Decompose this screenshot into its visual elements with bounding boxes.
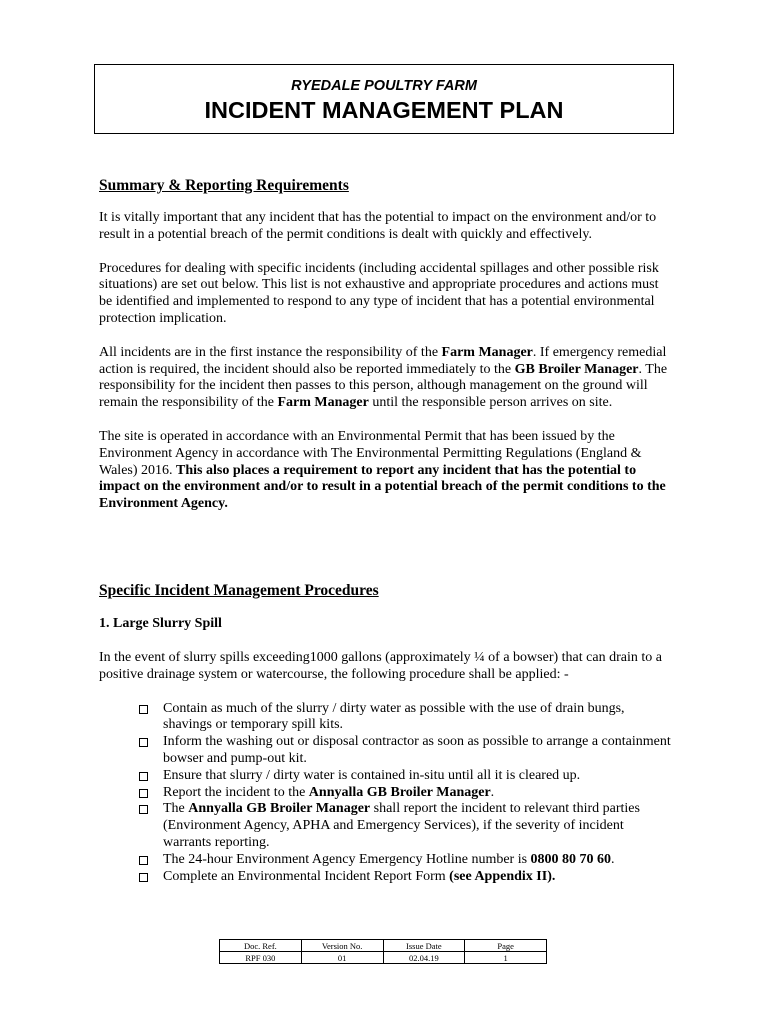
text-run: The (163, 801, 189, 817)
text-run: until the responsible person arrives on site. (368, 395, 613, 411)
bold-run: Annyalla GB Broiler Manager (308, 784, 491, 800)
text-run: The 24-hour Environment Agency Emergency Hotline number is (163, 851, 531, 867)
checkbox-bullet-icon (139, 772, 148, 781)
text-run: Complete an Environmental Incident Report Form (163, 868, 450, 884)
checkbox-bullet-icon (139, 738, 148, 747)
checkbox-bullet-icon (139, 789, 148, 798)
document-control-table (219, 939, 547, 964)
text-run: Inform the washing out or disposal contractor as soon as possible to arrange a containment bowser and pump-out kit. (163, 734, 671, 766)
header-issue-date: Issue Date (383, 940, 465, 952)
title-box (94, 64, 674, 134)
table-row (220, 952, 547, 964)
text-run: shall report the incident to relevant third parties (Environment Agency, APHA and Emergency Services), if the severity of incident warrants reporting. (163, 801, 640, 850)
version-value: 01 (301, 952, 383, 964)
checkbox-bullet-icon (139, 705, 148, 714)
bold-run: 0800 80 70 60 (530, 851, 612, 867)
text-run: The site is operated in accordance with an Environmental Permit that has been issued by the Environment Agency in accordance with The Environmental Permitting Regulations (England & Wales) 2016. (99, 428, 642, 478)
issue-date-value: 02.04.19 (383, 952, 465, 964)
checkbox-bullet-icon (139, 873, 148, 882)
page-value: 1 (465, 952, 547, 964)
procedure-1-steps (99, 701, 671, 886)
text-run: All incidents are in the first instance the responsibility of the (99, 344, 442, 360)
text-run: Ensure that slurry / dirty water is contained in-situ until all it is cleared up. (163, 767, 581, 783)
text-run: . The responsibility for the incident then passes to this person, although management on the ground will remain the responsibility of the (99, 361, 668, 411)
text-run: . If emergency remedial action is required, the incident should also be reported immediately to the (99, 344, 667, 377)
bold-run: Farm Manager (441, 344, 533, 360)
text-run: Report the incident to the (163, 784, 309, 800)
document-body (99, 176, 671, 885)
procedure-1-intro: In the event of slurry spills exceeding1000 gallons (approximately ¼ of a bowser) that can drain to a positive drainage system or watercourse, the following procedure shall be applied: - (99, 649, 662, 682)
bold-run: Farm Manager (277, 395, 369, 411)
farm-name: RYEDALE POULTRY FARM (291, 78, 477, 94)
bold-run: GB Broiler Manager (514, 361, 639, 377)
list-item (137, 701, 671, 735)
doc-ref-value: RPF 030 (220, 952, 302, 964)
list-item (137, 785, 671, 802)
bold-run: Annyalla GB Broiler Manager (188, 801, 371, 817)
table-header-row (220, 940, 547, 952)
header-page: Page (465, 940, 547, 952)
list-item (137, 734, 671, 768)
summary-heading: Summary & Reporting Requirements (99, 177, 349, 194)
text-run: Contain as much of the slurry / dirty water as possible with the use of drain bungs, shavings or temporary spill kits. (163, 700, 625, 733)
list-item (137, 768, 671, 785)
checkbox-bullet-icon (139, 856, 148, 865)
checkbox-bullet-icon (139, 805, 148, 814)
text-run: . (611, 851, 615, 867)
bold-run: (see Appendix II). (449, 868, 556, 884)
list-item (137, 869, 671, 886)
list-item (137, 852, 671, 869)
procedures-heading: Specific Incident Management Procedures (99, 581, 379, 599)
bold-run: This also places a requirement to report any incident that has the potential to impact on the environment and/or to result in a potential breach of the permit conditions to the Environment Agency. (99, 462, 666, 512)
summary-paragraph-3 (99, 345, 671, 412)
list-item (137, 801, 671, 851)
summary-paragraph-1: It is vitally important that any incident that has the potential to impact on the environment and/or to result in a potential breach of the permit conditions is dealt with quickly and effectively. (99, 210, 657, 242)
text-run: . (490, 784, 495, 800)
header-version: Version No. (301, 940, 383, 952)
header-doc-ref: Doc. Ref. (220, 940, 302, 952)
summary-paragraph-2: Procedures for dealing with specific incidents (including accidental spillages and other possible risk situations) are set out below. This list is not exhaustive and appropriate procedures and actions must be identified and implemented to respond to any type of incident that has a potential environmental protection implication. (99, 260, 659, 326)
procedure-1-heading: 1. Large Slurry Spill (99, 615, 222, 631)
page-title: INCIDENT MANAGEMENT PLAN (204, 97, 564, 123)
summary-paragraph-4 (99, 429, 671, 513)
